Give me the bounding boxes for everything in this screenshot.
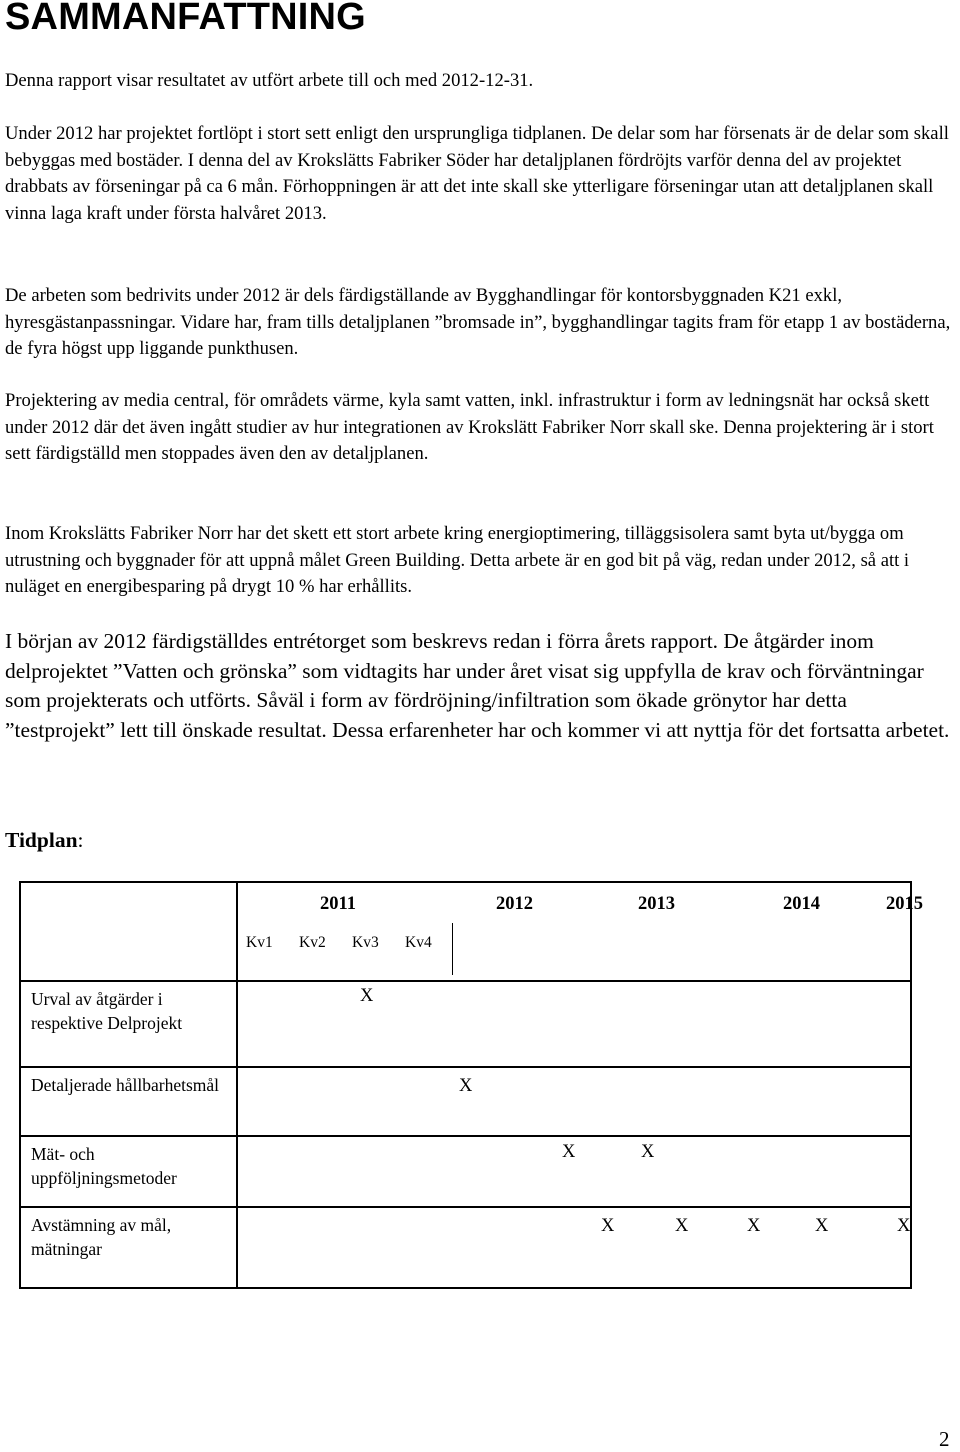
timeline-cell-avstamning [237,1207,911,1288]
tidplan-colon: : [77,828,84,852]
summary-heading: SAMMANFATTNING [5,0,366,38]
schedule-row [20,1207,911,1288]
year-label-2014: 2014 [783,894,820,914]
schedule-row [20,981,911,1067]
tidplan-label: Tidplan [5,828,78,852]
quarter-label-kv1: Kv1 [246,934,273,951]
schedule-mark: X [897,1216,911,1236]
page-number: 2 [939,1427,950,1451]
year-label-2011: 2011 [320,894,356,914]
schedule-row [20,1067,911,1136]
task-cell-avstamning: Avstämning av mål, mätningar [20,1207,237,1288]
schedule-mark: X [675,1216,689,1236]
schedule-mark: X [562,1142,576,1162]
quarter-divider [452,923,453,975]
paragraph-report-intro: Denna rapport visar resultatet av utfört arbete till och med 2012-12-31. [5,70,534,91]
schedule-mark: X [747,1216,761,1236]
schedule-row [20,1136,911,1207]
schedule-mark: X [459,1076,473,1096]
schedule-mark: X [360,986,374,1006]
schedule-mark: X [815,1216,829,1236]
quarter-label-kv3: Kv3 [352,934,379,951]
paragraph-timeline-status: Under 2012 har projektet fortlöpt i stort sett enligt den ursprungliga tidplanen. De delar som har försenats är de delar som skall bebyggas med bostäder. I denna del av Krokslätts Fabriker Söder har detaljplanen fördröjts varför denna del av projektet drabbats av förseningar på ca 6 mån. Förhoppningen är att det inte skall ske ytterligare förseningar utan att detaljplanen skall vinna laga kraft under första halvåret 2013. [5,123,949,224]
quarter-label-kv2: Kv2 [299,934,326,951]
year-label-2012: 2012 [496,894,533,914]
schedule-header-empty-cell [20,882,237,981]
year-label-2013: 2013 [638,894,675,914]
schedule-mark: X [601,1216,615,1236]
schedule-mark: X [641,1142,655,1162]
paragraph-media-central: Projektering av media central, för områdets värme, kyla samt vatten, inkl. infrastruktur i form av ledningsnät har också skett under 2012 där det även ingått studier av hur integrationen av Krokslätt Fabriker Norr skall ske. Denna projektering är i stort sett färdigställd men stoppades även den av detaljplanen. [5,390,934,464]
task-cell-mat: Mät- och uppföljningsmetoder [20,1136,237,1207]
timeline-cell-detaljerade [237,1067,911,1136]
timeline-cell-mat [237,1136,911,1207]
tidplan-heading [5,828,84,853]
schedule-table [19,881,923,1289]
paragraph-work-2012: De arbeten som bedrivits under 2012 är dels färdigställande av Bygghandlingar för kontorsbyggnaden K21 exkl, hyresgästanpassningar. Vidare har, fram tills detaljplanen ”bromsade in”, bygghandlingar tagits fram för etapp 1 av bostäderna, de fyra högst upp liggande punkthusen. [5,285,951,359]
quarter-label-kv4: Kv4 [405,934,432,951]
schedule-header-timeline-cell [237,882,923,981]
year-label-2015: 2015 [886,894,923,914]
schedule-header-row [20,882,911,981]
task-cell-detaljerade: Detaljerade hållbarhetsmål [20,1067,237,1136]
timeline-cell-urval [237,981,911,1067]
task-cell-urval: Urval av åtgärder i respektive Delprojekt [20,981,237,1067]
paragraph-energy-optimization: Inom Krokslätts Fabriker Norr har det skett ett stort arbete kring energioptimering, tilläggsisolera samt byta ut/bygga om utrustning och byggnader för att uppnå målet Green Building. Detta arbete är en god bit på väg, redan under 2012, så att i nuläget en energibesparing på drygt 10 % har erhållits. [5,523,910,597]
paragraph-entrance-square: I början av 2012 färdigställdes entrétorget som beskrevs redan i förra årets rapport. De åtgärder inom delprojektet ”Vatten och grönska” som vidtagits har under året visat sig uppfylla de krav och förväntningar som projekterats och utförts. Såväl i form av fördröjning/infiltration som ökade grönytor har detta ”testprojekt” lett till önskade resultat. Dessa erfarenheter har och kommer vi att nyttja för det fortsatta arbetet. [5,629,950,742]
